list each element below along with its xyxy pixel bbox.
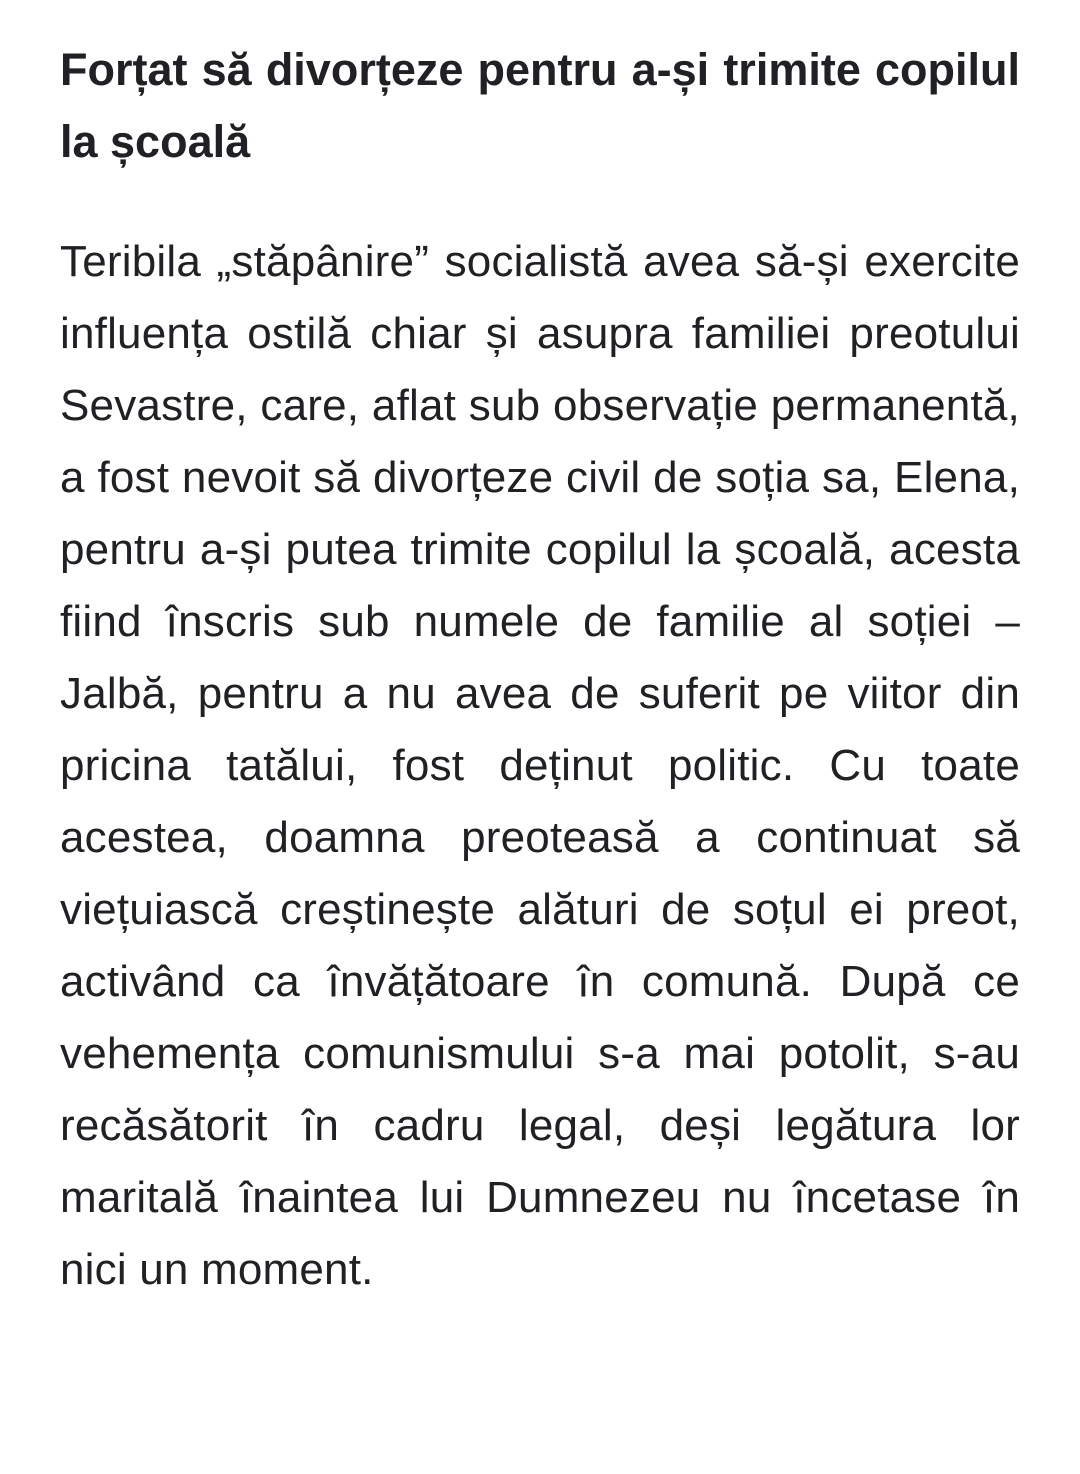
article	[60, 34, 1020, 1306]
article-heading: Forțat să divorțeze pentru a-și trimite copilul la școală	[60, 44, 1020, 167]
article-paragraph: Teribila „stăpânire” socialistă avea să-și exercite influența ostilă chiar și asupra familiei preotului Sevastre, care, aflat sub observație permanentă, a fost nevoit să divorțeze civil de soția sa, Elena, pentru a-și putea trimite copilul la școală, acesta fiind înscris sub numele de familie al soției – Jalbă, pentru a nu avea de suferit pe viitor din pricina tatălui, fost deținut politic. Cu toate acestea, doamna preoteasă a continuat să viețuiască creștinește alături de soțul ei preot, activând ca învățătoare în comună. După ce vehemența comunismului s-a mai potolit, s-au recăsătorit în cadru legal, deși legătura lor maritală înaintea lui Dumnezeu nu încetase în nici un moment.	[60, 237, 1020, 1294]
